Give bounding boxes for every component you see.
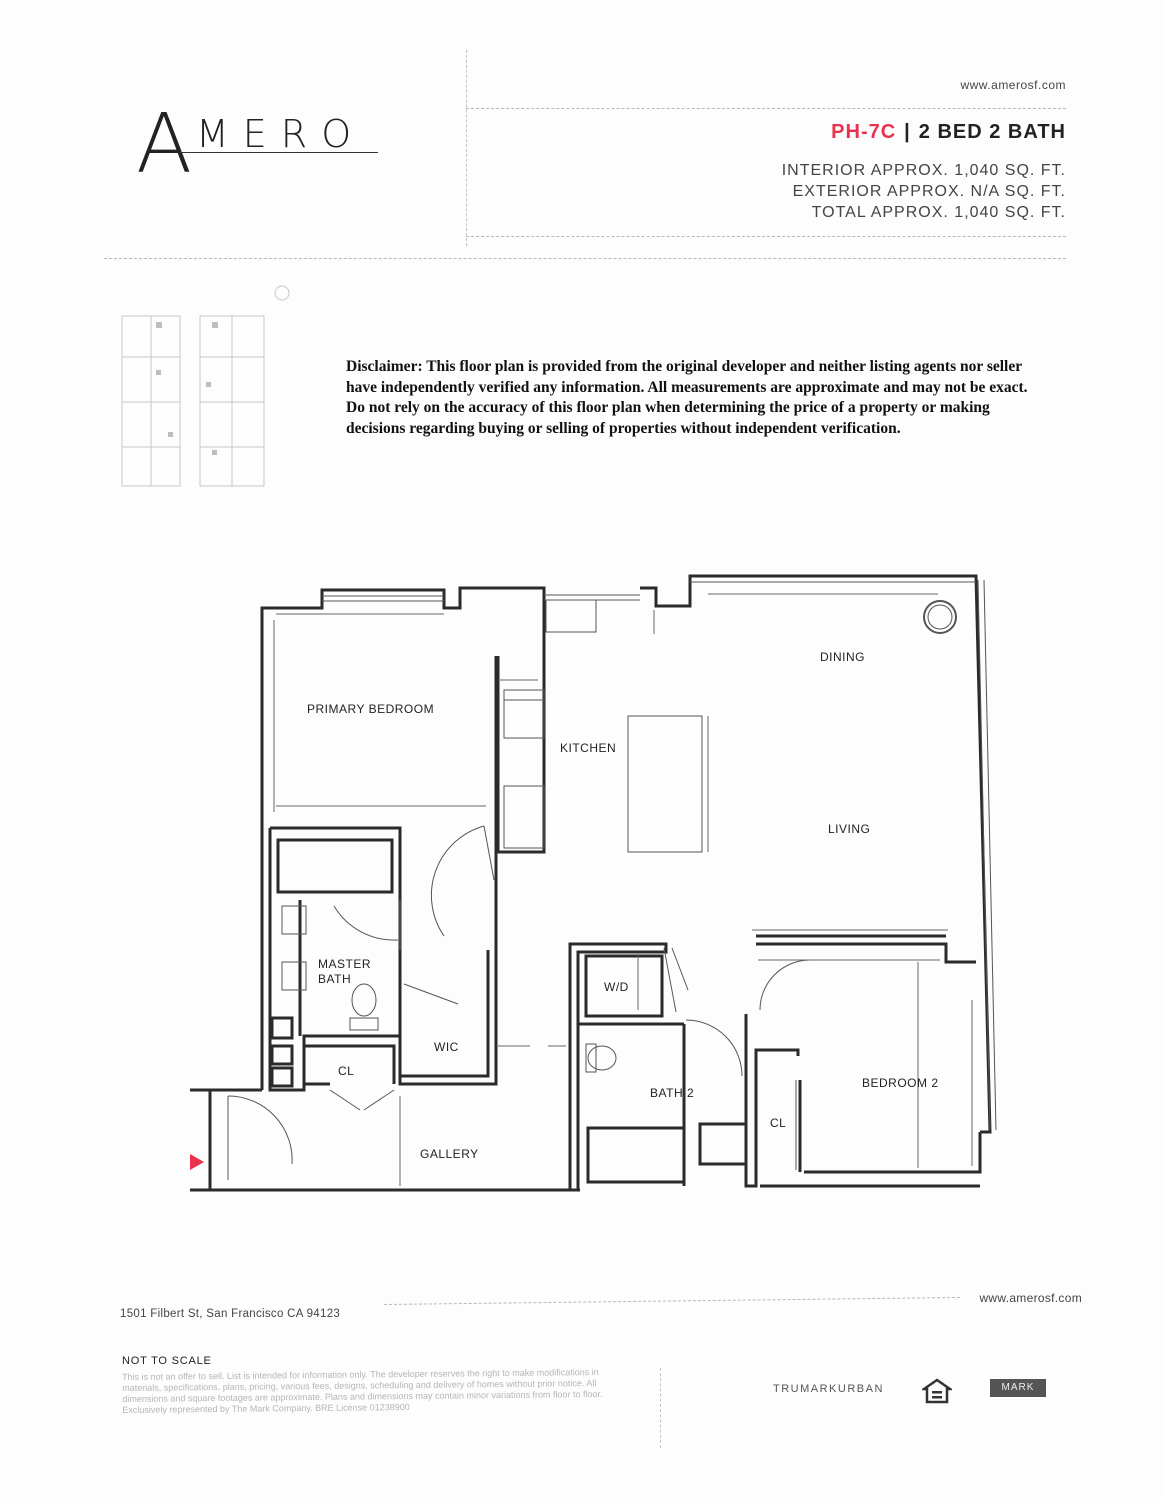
logo-initial: A	[136, 97, 193, 192]
unit-beds-baths: 2 BED 2 BATH	[918, 121, 1066, 143]
disclaimer-text: Disclaimer: This floor plan is provided from the original developer and neither listing agents nor seller have independently verified any information. All measurements are approximate and may not be exact. Do not rely on the accuracy of this floor plan when determining the price of a property or making decisions regarding buying or selling of properties without independent verification.	[346, 358, 1028, 437]
unit-separator: |	[904, 121, 911, 143]
mark-company-logo: MARK	[990, 1379, 1046, 1397]
room-closet-1: CL	[338, 1064, 355, 1078]
fine-print: This is not an offer to sell. List is intended for information only. The developer reserves the right to make modifications in materials, specifications, plans, pricing, various fees, designs, scheduling and delivery of homes without prior notice. All dimensions and square footages are approximate. Plans and dimensions may contain minor variations from floor to floor. Exclusively represented by The Mark Company. BRE License 01238900	[122, 1367, 603, 1415]
unit-id: PH-7C	[831, 121, 897, 143]
room-gallery: GALLERY	[420, 1147, 479, 1161]
address: 1501 Filbert St, San Francisco CA 94123	[120, 1308, 341, 1320]
entry-arrow-icon	[190, 1154, 204, 1170]
not-to-scale-label: NOT TO SCALE	[122, 1355, 212, 1367]
footer-vertical-divider	[660, 1368, 661, 1448]
room-wic: WIC	[434, 1040, 459, 1054]
room-master-bath: MASTER BATH	[318, 957, 372, 986]
room-living: LIVING	[828, 822, 871, 836]
room-wd: W/D	[604, 980, 629, 994]
room-primary-bedroom: PRIMARY BEDROOM	[307, 702, 435, 716]
room-closet-2: CL	[770, 1116, 787, 1130]
equal-housing-icon	[922, 1378, 952, 1404]
exterior-area: EXTERIOR APPROX. N/A SQ. FT.	[792, 183, 1066, 200]
website-bottom: www.amerosf.com	[979, 1291, 1082, 1305]
logo-wordmark: MERO	[196, 112, 366, 156]
room-bedroom-2: BEDROOM 2	[862, 1076, 939, 1090]
room-dining: DINING	[820, 650, 865, 664]
developer-logo: TRUMARKURBAN	[773, 1383, 884, 1395]
room-kitchen: KITCHEN	[560, 741, 617, 755]
room-bath-2: BATH 2	[650, 1086, 695, 1100]
interior-area: INTERIOR APPROX. 1,040 SQ. FT.	[781, 162, 1066, 179]
total-area: TOTAL APPROX. 1,040 SQ. FT.	[811, 204, 1066, 221]
website-top: www.amerosf.com	[960, 78, 1066, 92]
